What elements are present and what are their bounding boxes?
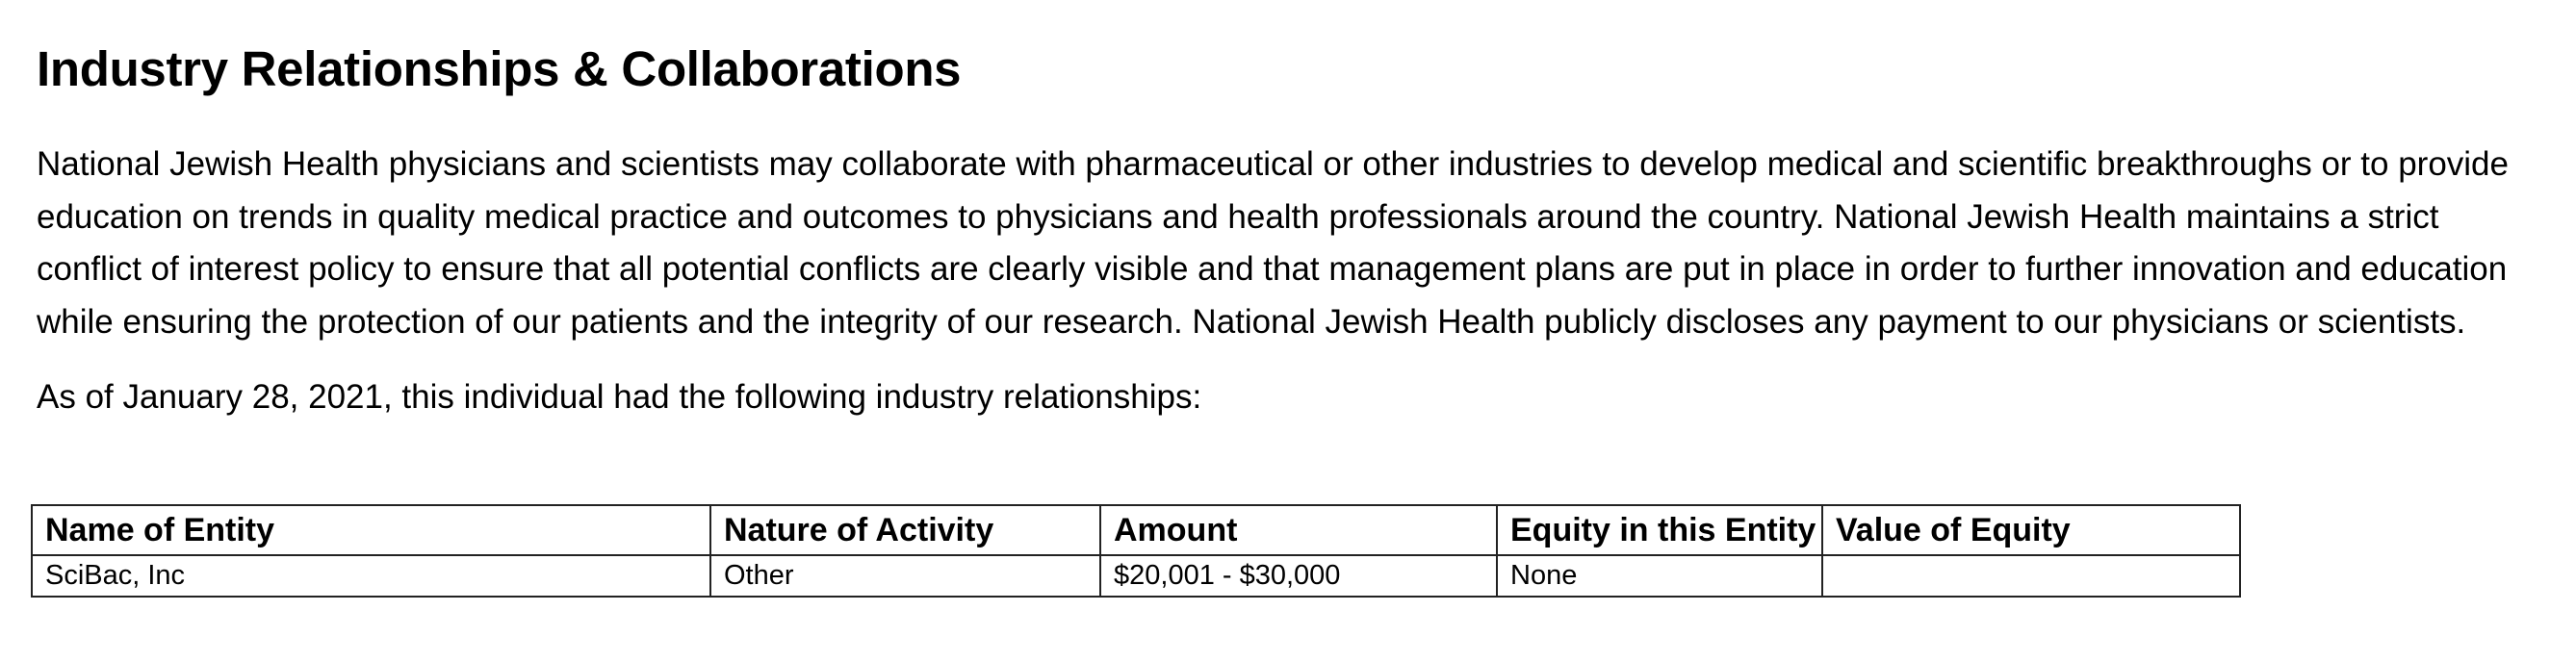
intro-paragraph: National Jewish Health physicians and scientists may collaborate with pharmaceutical or other industries to develop medical and scientific breakthroughs or to provide education on trends in quality medical practice and outcomes to physicians and health professionals around the country. National Jewish Health maintains a strict conflict of interest policy to ensure that all potential conflicts are clearly visible and that management plans are put in place in order to further innovation and education while ensuring the protection of our patients and the integrity of our research. National Jewish Health publicly discloses any payment to our physicians or scientists.	[37, 145, 2509, 341]
cell-nature-of-activity: Other	[710, 555, 1100, 597]
column-header-name-of-entity: Name of Entity	[32, 505, 710, 555]
cell-equity-in-entity: None	[1497, 555, 1822, 597]
page-title: Industry Relationships & Collaborations	[37, 41, 962, 96]
cell-name-of-entity: SciBac, Inc	[32, 555, 710, 597]
relationships-table	[31, 504, 2241, 598]
table-header-row	[32, 505, 2240, 555]
column-header-nature-of-activity: Nature of Activity	[710, 505, 1100, 555]
column-header-amount: Amount	[1100, 505, 1497, 555]
cell-value-of-equity	[1822, 555, 2240, 597]
as-of-statement: As of January 28, 2021, this individual had the following industry relationships:	[37, 378, 1202, 416]
cell-amount: $20,001 - $30,000	[1100, 555, 1497, 597]
column-header-equity-in-entity: Equity in this Entity	[1497, 505, 1822, 555]
column-header-value-of-equity: Value of Equity	[1822, 505, 2240, 555]
table-row	[32, 555, 2240, 597]
